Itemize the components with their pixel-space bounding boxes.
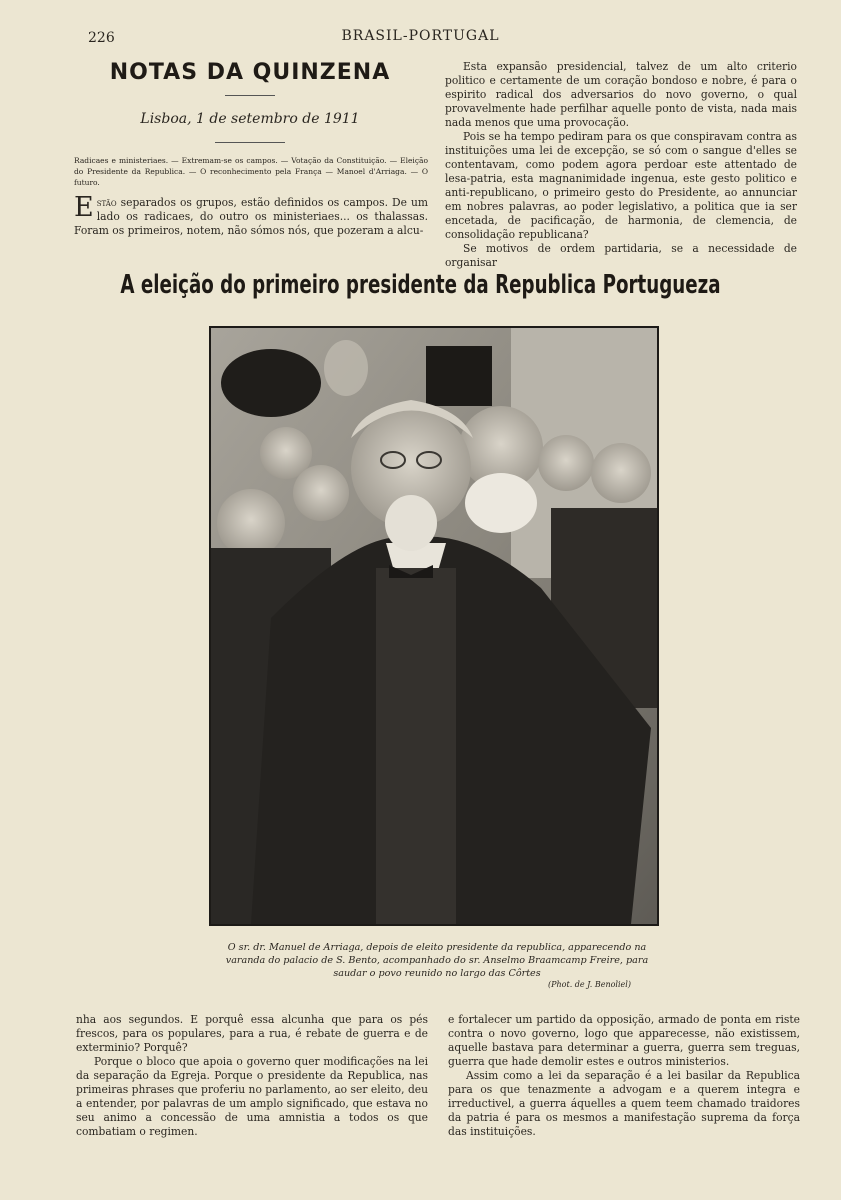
section-title: NOTAS DA QUINZENA [109, 60, 391, 85]
opening-paragraph [74, 192, 428, 238]
divider [215, 142, 285, 143]
first-word: stão [96, 196, 117, 209]
bottom-right-column [448, 1013, 800, 1139]
paragraph: Porque o bloco que apoia o governo quer modificações na lei da separação da Egreja. Porque o presidente da Republica, nas primeiras phrases que proferiu no parlamento, ao ser eleito, deu a entender, por palavras de um amplo significado, que estava no seu animo a concessão de uma amnistia a todos os que combatiam o regimen. [76, 1055, 428, 1138]
photo-credit: (Phot. de J. Benoliel) [548, 980, 631, 989]
drop-cap: E [74, 192, 94, 223]
paragraph: Pois se ha tempo pediram para os que conspiravam contra as instituições uma lei de excepção, se só com o sangue d'elles se contentavam, como podem agora perdoar este attentado de lesa-patria, esta magnanimidade ingenua, este gesto politico e anti-republicano, o primeiro gesto do Presidente, ao annunciar em nobres palavras, ao poder legislativo, a politica que ia ser encetada, de pacificação, de harmonia, de clemencia, de consolidação republicana? [445, 130, 797, 241]
bottom-left-column [76, 1013, 428, 1139]
photo-caption: O sr. dr. Manuel de Arriaga, depois de eleito presidente da republica, apparecendo na varanda do palacio de S. Bento, acompanhado do sr. Anselmo Braamcamp Freire, para saudar o povo reunido no largo das Côrtes [225, 942, 649, 979]
top-right-column [445, 60, 797, 270]
article-title: A eleição do primeiro presidente da Republica Portugueza [120, 270, 721, 300]
paragraph: nha aos segundos. E porquê essa alcunha que para os pés frescos, para os populares, para a rua, é rebate de guerra e de exterminio? Porquê? [76, 1013, 428, 1054]
dateline: Lisboa, 1 de setembro de 1911 [140, 111, 360, 127]
photo-image [211, 328, 657, 924]
paragraph-text: separados os grupos, estão definidos os campos. De um lado os radicaes, do outro os ministeriaes... os thalassas. Foram os primeiros, notem, não sómos nós, que pozeram a alcu- [74, 196, 428, 237]
paragraph: Esta expansão presidencial, talvez de um alto criterio politico e certamente de um coração bondoso e nobre, é para o espirito radical dos adversarios do novo governo, o qual provavelmente hade perfilhar aquelle ponto de vista, nada mais nada menos que uma provocação. [445, 60, 797, 129]
paragraph: Assim como a lei da separação é a lei basilar da Republica para os que tenazmente a advogam e a querem integra e irreductivel, a guerra áquelles a quem teem chamado traidores da patria é para os mesmos a manifestação suprema da força das instituições. [448, 1069, 800, 1138]
photograph [209, 326, 659, 926]
page-number: 226 [88, 30, 115, 46]
divider [225, 95, 275, 96]
paragraph: e fortalecer um partido da opposição, armado de ponta em riste contra o novo governo, logo que apparecesse, não existissem, aquelle bastava para determinar a guerra, guerra sem treguas, guerra que hade demolir estes e outros ministerios. [448, 1013, 800, 1068]
running-header: BRASIL-PORTUGAL [341, 28, 500, 44]
paragraph: Se motivos de ordem partidaria, se a necessidade de organisar [445, 242, 797, 269]
section-summary: Radicaes e ministeriaes. — Extremam-se os campos. — Votação da Constituição. — Eleição do Presidente da Republica. — O reconhecimento pela França — Manoel d'Arriaga. — O futuro. [74, 156, 428, 187]
